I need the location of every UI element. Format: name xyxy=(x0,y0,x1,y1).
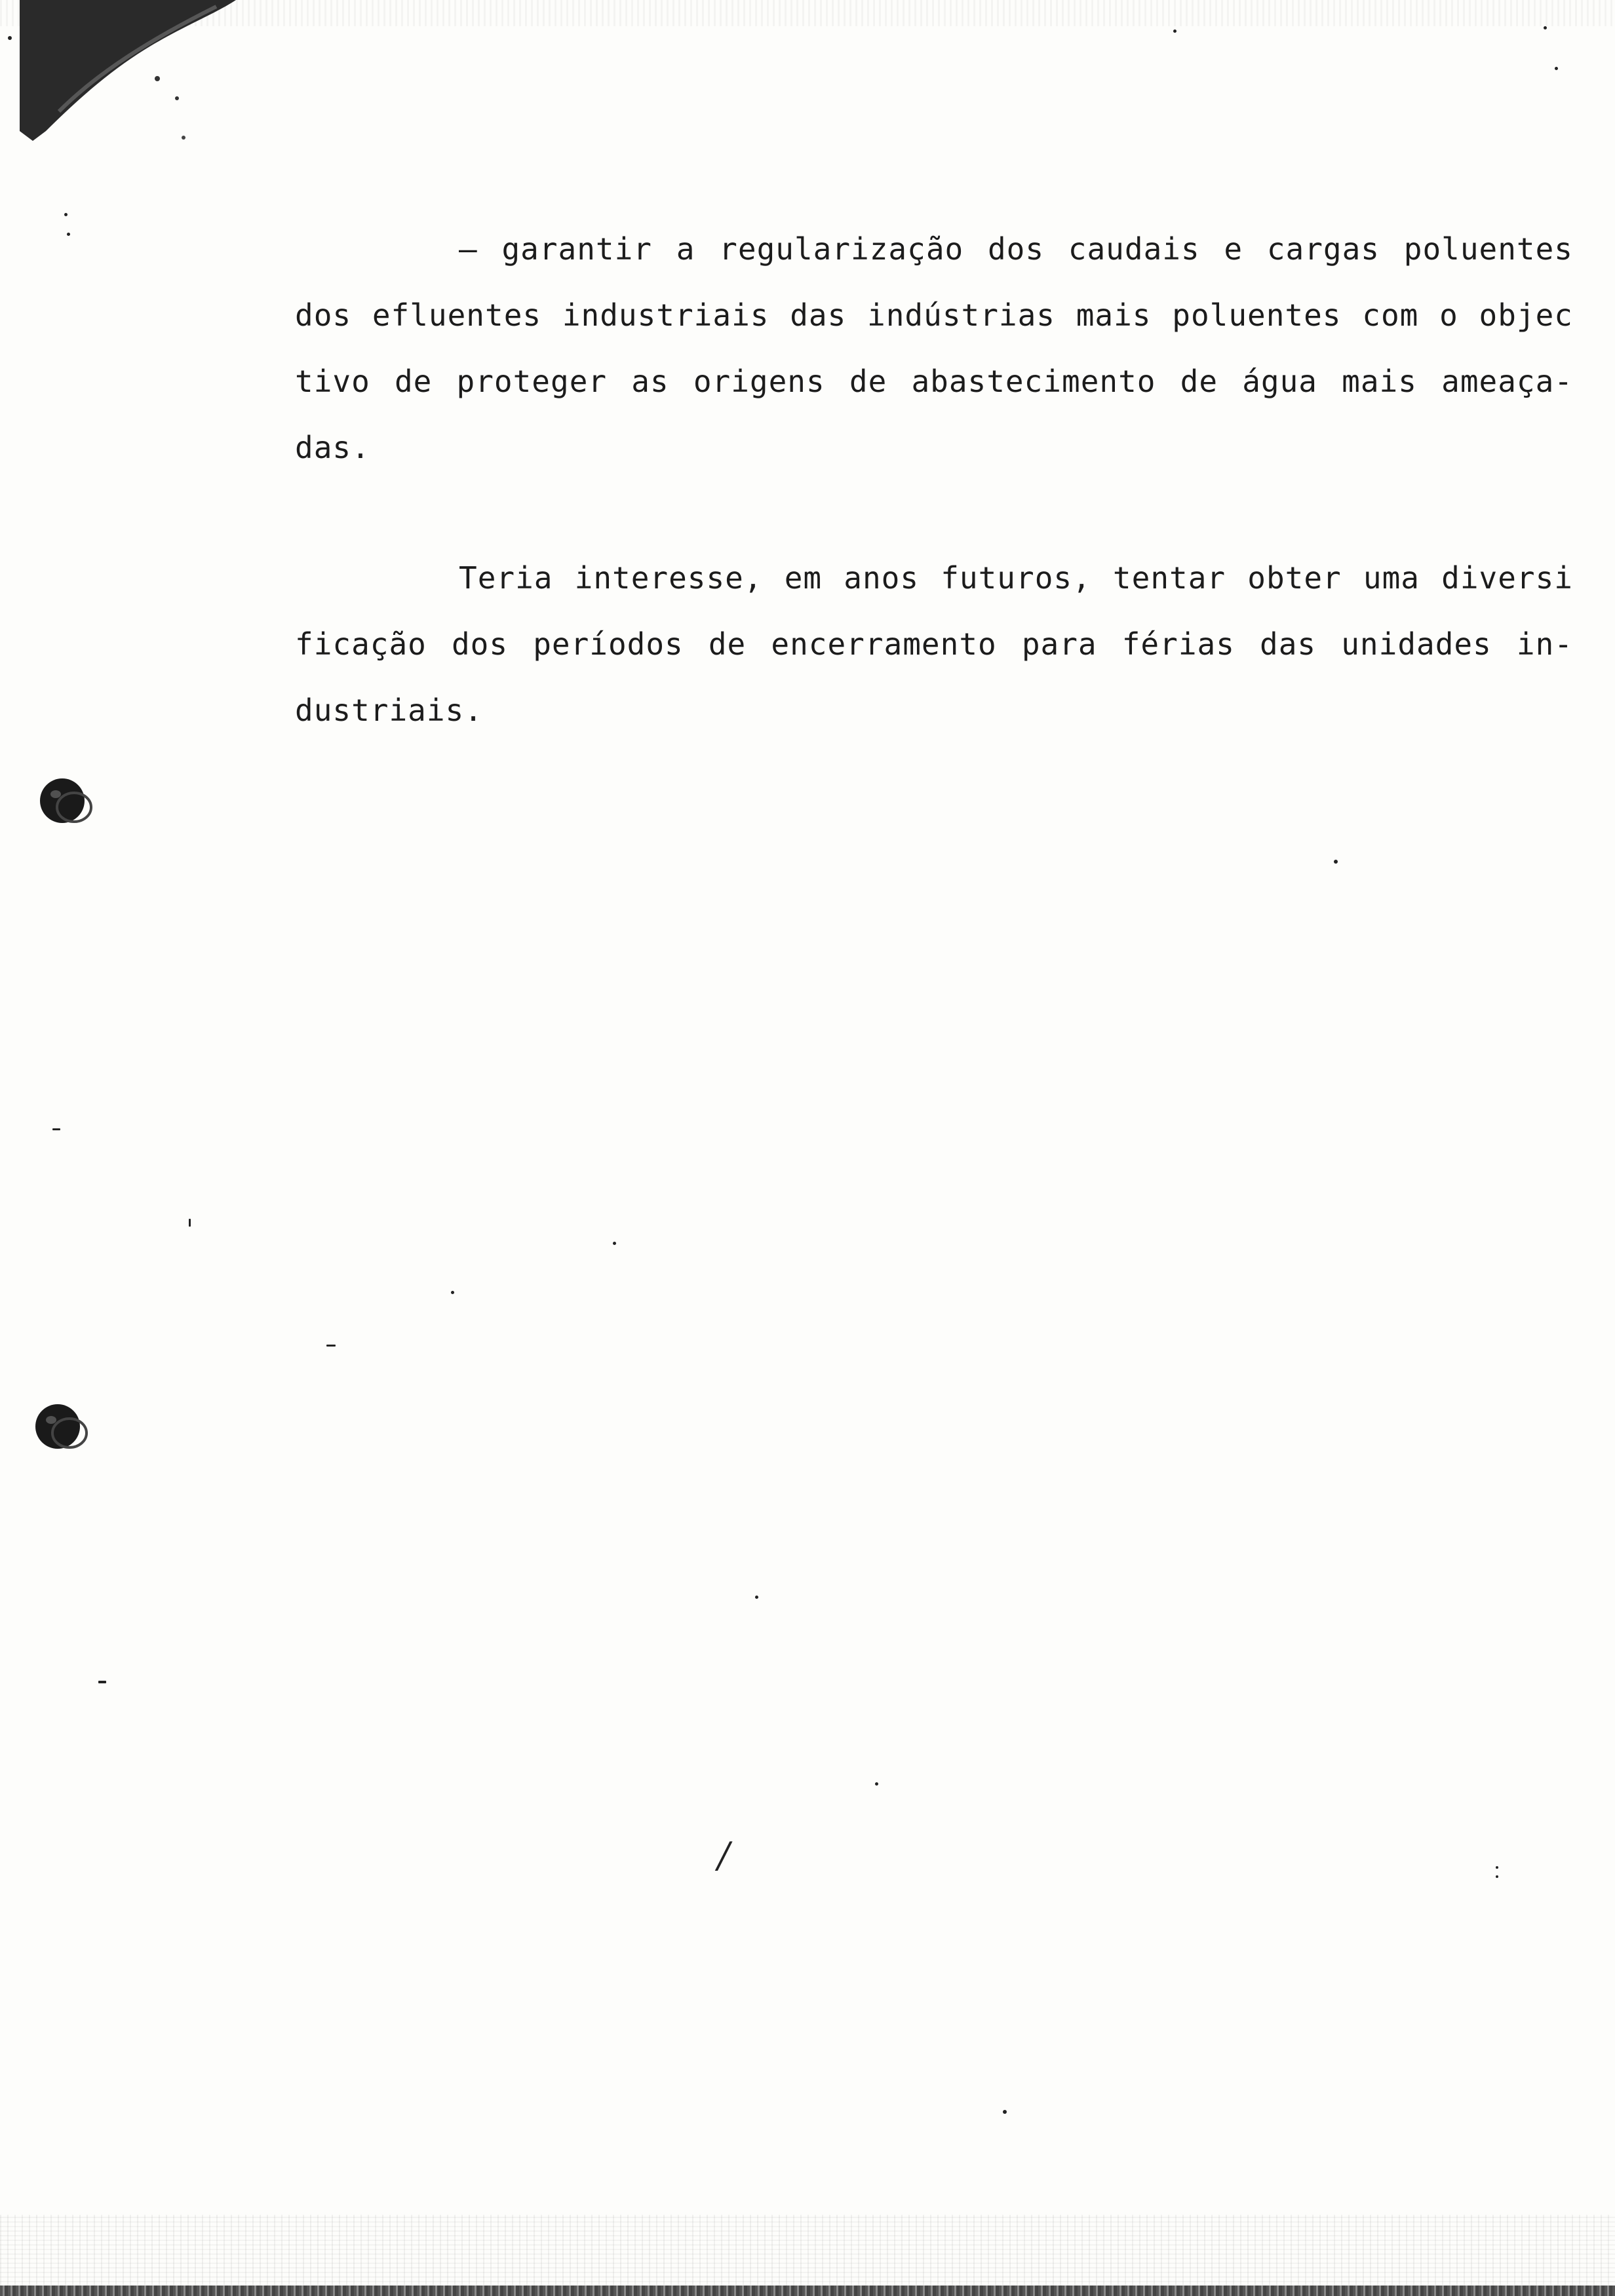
scan-corner-blot-icon xyxy=(20,0,243,144)
scan-speck xyxy=(1496,1866,1498,1869)
scan-noise-bottom xyxy=(0,2215,1615,2296)
scan-speck xyxy=(189,1219,191,1227)
scan-speck xyxy=(8,36,12,40)
scan-speck xyxy=(1334,860,1338,864)
scan-speck xyxy=(451,1291,454,1294)
scan-speck xyxy=(1173,29,1177,33)
stray-pen-mark: / xyxy=(718,1835,730,1876)
scan-speck xyxy=(98,1681,106,1683)
scan-speck xyxy=(875,1782,878,1786)
body-paragraph: Teria interesse, em anos futuros, tentar obter uma diversi ficação dos períodos de encerramento para férias das unidades in- dustriais. xyxy=(295,560,1573,728)
scan-speck xyxy=(755,1596,758,1599)
document-body xyxy=(295,216,1573,744)
scan-speck xyxy=(613,1242,616,1245)
scan-speck xyxy=(326,1345,336,1347)
scan-speck xyxy=(1003,2110,1007,2114)
binder-punch-hole-icon xyxy=(31,1399,90,1458)
scan-speck xyxy=(52,1128,60,1130)
body-paragraph: – garantir a regularização dos caudais e cargas poluentes dos efluentes industriais das indústrias mais poluentes com o objec tivo de proteger as origens de abastecimento de água mais ameaça- das. xyxy=(295,231,1573,465)
binder-punch-hole-icon xyxy=(36,773,95,832)
scan-speck xyxy=(1544,26,1547,29)
scan-speck xyxy=(1496,1875,1498,1878)
scan-bottom-edge xyxy=(0,2286,1615,2296)
scan-speck xyxy=(1555,67,1558,70)
scan-speck xyxy=(64,213,68,216)
scan-speck xyxy=(67,233,70,236)
